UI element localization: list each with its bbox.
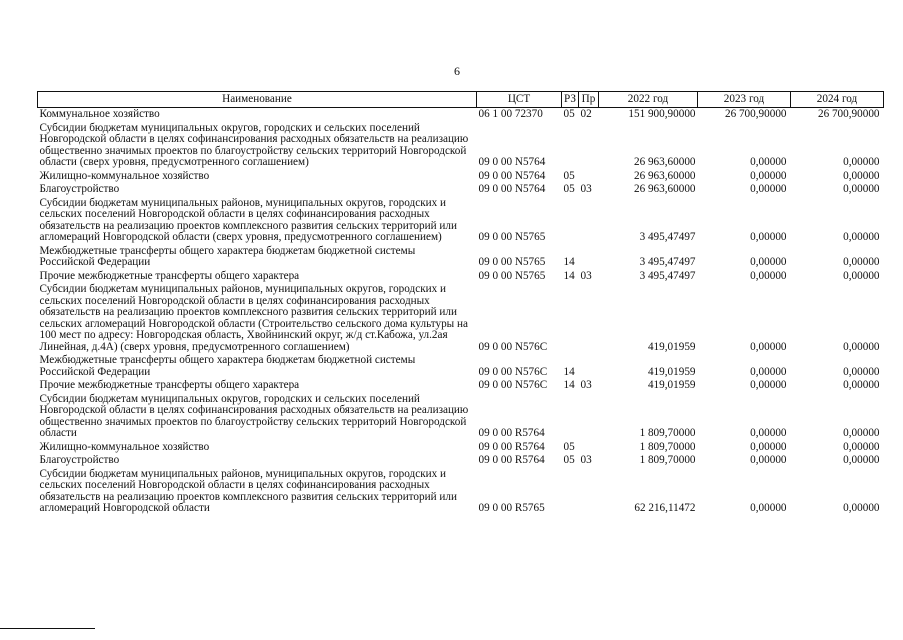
row-rz: 05 xyxy=(563,169,575,182)
table-row xyxy=(38,170,884,184)
header-pr: Пр xyxy=(579,92,599,108)
table-row xyxy=(38,245,884,270)
row-value-2022: 419,01959 xyxy=(647,379,696,391)
row-value-2022: 419,01959 xyxy=(647,340,696,353)
row-value-2022: 3 495,47497 xyxy=(639,256,696,268)
table-row xyxy=(38,441,884,455)
row-value-2024: 0,00000 xyxy=(843,169,880,182)
row-name: Субсидии бюджетам муниципальных районов, муниципальных округов, городских и сельских поселений Новгородской области в целях софинансирования расходных обязательств на реализацию проектов комплексного развития сельских территорий или агломераций Новгородской области (сверх уровня, предусмотренного соглашением) xyxy=(39,196,457,243)
row-value-2023: 0,00000 xyxy=(750,365,787,378)
row-rz xyxy=(562,122,579,170)
row-name: Субсидии бюджетам муниципальных округов, городских и сельских поселений Новгородской области в целях софинансирования расходных обязательств на реализацию общественно значимых проектов по благоустройству сельских территорий Новгородской области xyxy=(39,392,469,439)
row-rz: 14 xyxy=(563,365,575,378)
row-cst: 09 0 00 N576C xyxy=(478,379,548,391)
row-pr xyxy=(579,197,599,245)
table-row xyxy=(38,183,884,197)
row-name: Коммунальное хозяйство xyxy=(39,108,160,120)
row-pr: 03 xyxy=(580,454,592,466)
row-rz xyxy=(562,393,579,441)
row-value-2022: 151 900,90000 xyxy=(628,108,696,120)
row-value-2024: 0,00000 xyxy=(843,379,880,391)
table-row xyxy=(38,197,884,245)
row-value-2023: 0,00000 xyxy=(750,502,787,514)
row-name: Жилищно-коммунальное хозяйство xyxy=(39,440,210,453)
row-name: Субсидии бюджетам муниципальных районов, муниципальных округов, городских и сельских поселений Новгородской области в целях софинансирования расходных обязательств на реализацию проектов комплексного развития сельских территорий или агломераций Новгородской области xyxy=(39,467,457,514)
row-value-2024: 0,00000 xyxy=(843,183,880,195)
row-value-2024: 0,00000 xyxy=(843,156,880,168)
row-rz: 05 xyxy=(563,108,575,120)
row-value-2022: 26 963,60000 xyxy=(633,183,696,195)
row-pr xyxy=(579,122,599,170)
row-pr: 02 xyxy=(580,108,592,120)
row-value-2023: 0,00000 xyxy=(750,156,787,168)
row-value-2023: 0,00000 xyxy=(750,454,787,466)
row-pr xyxy=(579,393,599,441)
row-cst: 09 0 00 R5765 xyxy=(478,502,545,514)
row-value-2023: 0,00000 xyxy=(750,269,787,282)
table-row xyxy=(38,379,884,393)
table-header xyxy=(38,92,884,108)
row-cst: 09 0 00 N5764 xyxy=(478,183,546,195)
row-value-2023: 0,00000 xyxy=(750,379,787,391)
row-value-2022: 1 809,70000 xyxy=(639,454,696,466)
header-2024: 2024 год xyxy=(791,92,884,108)
row-cst: 09 0 00 R5764 xyxy=(478,440,545,453)
row-pr xyxy=(579,170,599,184)
row-pr xyxy=(579,245,599,270)
row-name: Субсидии бюджетам муниципальных районов, муниципальных округов, городских и сельских поселений Новгородской области в целях софинансирования расходных обязательств на реализацию проектов комплексного развития сельских территорий или сельских агломераций Новгородской области (Строительство сельского дома культуры на 100 мест по адресу: Новгородская область, Хвойнинский округ, ж/д ст.Кабожа, ул.2ая Линейная, д.4А) (сверх уровня, предусмотренного соглашением) xyxy=(39,283,468,353)
row-value-2023: 0,00000 xyxy=(750,340,787,353)
row-pr xyxy=(579,283,599,354)
row-value-2023: 0,00000 xyxy=(750,427,787,439)
row-value-2023: 0,00000 xyxy=(750,183,787,195)
row-pr xyxy=(579,468,599,516)
row-value-2024: 26 700,90000 xyxy=(817,108,880,120)
row-cst: 09 0 00 N576C xyxy=(478,340,548,353)
header-2022: 2022 год xyxy=(599,92,698,108)
row-value-2024: 0,00000 xyxy=(843,340,880,353)
row-value-2024: 0,00000 xyxy=(843,231,880,243)
row-name: Субсидии бюджетам муниципальных округов, городских и сельских поселений Новгородской области в целях софинансирования расходных обязательств на реализацию общественно значимых проектов по благоустройству сельских территорий Новгородской области (сверх уровня, предусмотренного соглашением) xyxy=(39,121,469,168)
row-value-2023: 0,00000 xyxy=(750,256,787,268)
table-row xyxy=(38,283,884,354)
row-name: Благоустройство xyxy=(39,454,120,466)
row-value-2023: 0,00000 xyxy=(750,169,787,182)
row-rz xyxy=(562,197,579,245)
row-value-2022: 26 963,60000 xyxy=(633,156,696,168)
row-cst: 09 0 00 N5764 xyxy=(478,169,546,182)
row-value-2024: 0,00000 xyxy=(843,502,880,514)
row-cst: 09 0 00 N5764 xyxy=(478,156,546,168)
row-value-2024: 0,00000 xyxy=(843,440,880,453)
table-row xyxy=(38,108,884,122)
header-rz: РЗ xyxy=(562,92,579,108)
row-pr: 03 xyxy=(580,379,592,391)
table-row xyxy=(38,468,884,516)
row-value-2024: 0,00000 xyxy=(843,427,880,439)
row-rz xyxy=(562,283,579,354)
row-rz: 05 xyxy=(563,454,575,466)
row-value-2022: 419,01959 xyxy=(647,365,696,378)
table-row xyxy=(38,393,884,441)
row-cst: 09 0 00 N5765 xyxy=(478,256,546,268)
row-cst: 09 0 00 R5764 xyxy=(478,427,545,439)
row-pr: 03 xyxy=(580,183,592,195)
header-cst: ЦСТ xyxy=(477,92,562,108)
table-row xyxy=(38,354,884,379)
table-body xyxy=(38,108,884,516)
row-cst: 09 0 00 N5765 xyxy=(478,269,546,282)
header-name: Наименование xyxy=(38,92,477,108)
row-value-2022: 26 963,60000 xyxy=(633,169,696,182)
footnote-rule xyxy=(0,628,95,629)
row-value-2022: 62 216,11472 xyxy=(634,502,696,514)
row-rz: 14 xyxy=(563,269,575,282)
page-number: 6 xyxy=(454,64,460,78)
row-value-2022: 1 809,70000 xyxy=(639,427,696,439)
row-name: Благоустройство xyxy=(39,183,120,195)
row-value-2024: 0,00000 xyxy=(843,256,880,268)
row-value-2022: 3 495,47497 xyxy=(639,269,696,282)
row-name: Прочие межбюджетные трансферты общего характера xyxy=(39,379,300,391)
budget-table xyxy=(37,91,884,516)
table-row xyxy=(38,270,884,284)
row-rz: 14 xyxy=(563,256,575,268)
row-value-2024: 0,00000 xyxy=(843,454,880,466)
row-value-2024: 0,00000 xyxy=(843,269,880,282)
row-value-2023: 0,00000 xyxy=(750,440,787,453)
row-pr xyxy=(579,354,599,379)
row-name: Жилищно-коммунальное хозяйство xyxy=(39,169,210,182)
row-rz: 14 xyxy=(563,379,575,391)
header-2023: 2023 год xyxy=(698,92,791,108)
table-row xyxy=(38,122,884,170)
row-name: Прочие межбюджетные трансферты общего характера xyxy=(39,269,300,282)
row-value-2023: 0,00000 xyxy=(750,231,787,243)
table-row xyxy=(38,454,884,468)
row-name: Межбюджетные трансферты общего характера бюджетам бюджетной системы Российской Федерации xyxy=(39,354,416,378)
row-pr: 03 xyxy=(580,269,592,282)
row-name: Межбюджетные трансферты общего характера бюджетам бюджетной системы Российской Федерации xyxy=(39,244,416,268)
row-rz xyxy=(562,468,579,516)
row-cst: 09 0 00 N576C xyxy=(478,365,548,378)
row-value-2022: 1 809,70000 xyxy=(639,440,696,453)
row-value-2024: 0,00000 xyxy=(843,365,880,378)
row-value-2023: 26 700,90000 xyxy=(724,108,787,120)
row-rz: 05 xyxy=(563,183,575,195)
row-cst: 09 0 00 R5764 xyxy=(478,454,545,466)
row-cst: 09 0 00 N5765 xyxy=(478,231,546,243)
row-value-2022: 3 495,47497 xyxy=(639,231,696,243)
row-rz: 05 xyxy=(563,440,575,453)
row-pr xyxy=(579,441,599,455)
row-cst: 06 1 00 72370 xyxy=(478,108,543,120)
